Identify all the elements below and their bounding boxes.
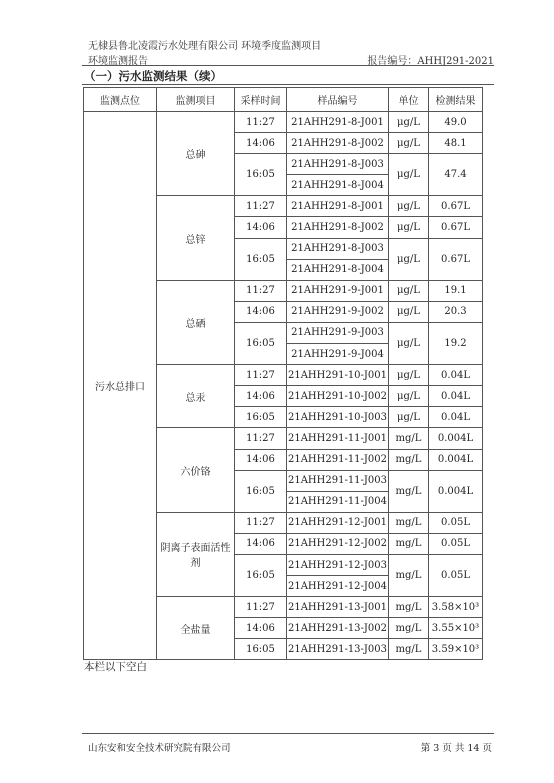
result-cell: 0.05L [429,554,483,596]
unit-cell: μg/L [389,322,429,364]
unit-cell: mg/L [389,639,429,660]
table-body [84,112,483,660]
blank-note: 本栏以下空白 [84,661,147,673]
sample-id-cell: 21AHH291-8-J001 [287,112,389,133]
site-cell: 污水总排口 [84,112,157,660]
time-cell: 14:06 [235,533,287,554]
sample-id-cell: 21AHH291-8-J001 [287,196,389,217]
time-cell: 16:05 [235,238,287,280]
unit-cell: μg/L [389,365,429,386]
unit-cell: mg/L [389,449,429,470]
time-cell: 14:06 [235,618,287,639]
sample-id-cell: 21AHH291-8-J004 [287,259,389,280]
time-cell: 16:05 [235,554,287,596]
item-cell: 总硒 [157,280,235,364]
column-header: 监测点位 [84,88,157,112]
sample-id-cell: 21AHH291-8-J004 [287,175,389,196]
sample-id-cell: 21AHH291-9-J002 [287,301,389,322]
section-rule [82,84,494,85]
time-cell: 16:05 [235,639,287,660]
unit-cell: μg/L [389,133,429,154]
unit-cell: mg/L [389,554,429,596]
unit-cell: μg/L [389,217,429,238]
sample-id-cell: 21AHH291-9-J001 [287,280,389,301]
result-cell: 0.05L [429,533,483,554]
time-cell: 16:05 [235,407,287,428]
sample-id-cell: 21AHH291-10-J003 [287,407,389,428]
sample-id-cell: 21AHH291-11-J001 [287,428,389,449]
unit-cell: μg/L [389,386,429,407]
result-cell: 19.2 [429,322,483,364]
item-cell: 总锌 [157,196,235,280]
column-header: 样品编号 [287,88,389,112]
time-cell: 16:05 [235,154,287,196]
result-cell: 0.04L [429,386,483,407]
result-cell: 47.4 [429,154,483,196]
sample-id-cell: 21AHH291-13-J002 [287,618,389,639]
item-cell: 全盐量 [157,597,235,660]
time-cell: 11:27 [235,512,287,533]
footer-page: 第 3 页 共 14 页 [420,743,492,754]
time-cell: 14:06 [235,386,287,407]
time-cell: 14:06 [235,133,287,154]
time-cell: 16:05 [235,470,287,512]
section-title: （一）污水监测结果（续） [84,69,222,83]
sample-id-cell: 21AHH291-12-J001 [287,512,389,533]
header-rule [82,65,494,66]
result-cell: 0.67L [429,238,483,280]
unit-cell: mg/L [389,428,429,449]
result-cell: 0.04L [429,365,483,386]
header-report-type: 环境监测报告 [88,56,148,67]
result-cell: 0.04L [429,407,483,428]
item-cell: 总汞 [157,365,235,428]
sample-id-cell: 21AHH291-9-J004 [287,344,389,365]
result-cell: 49.0 [429,112,483,133]
time-cell: 11:27 [235,112,287,133]
time-cell: 14:06 [235,449,287,470]
result-cell: 20.3 [429,301,483,322]
unit-cell: μg/L [389,112,429,133]
time-cell: 14:06 [235,301,287,322]
sample-id-cell: 21AHH291-10-J001 [287,365,389,386]
column-header: 检测结果 [429,88,483,112]
time-cell: 16:05 [235,322,287,364]
item-cell: 阴离子表面活性剂 [157,512,235,596]
time-cell: 11:27 [235,196,287,217]
sample-id-cell: 21AHH291-11-J004 [287,491,389,512]
sample-id-cell: 21AHH291-8-J002 [287,133,389,154]
sample-id-cell: 21AHH291-13-J001 [287,597,389,618]
item-cell: 总砷 [157,112,235,196]
result-cell: 19.1 [429,280,483,301]
result-cell: 0.004L [429,449,483,470]
monitoring-results-table [83,87,483,660]
sample-id-cell: 21AHH291-11-J003 [287,470,389,491]
header-project-line: 无棣县鲁北凌霞污水处理有限公司 环境季度监测项目 [88,41,322,52]
time-cell: 11:27 [235,365,287,386]
time-cell: 14:06 [235,217,287,238]
sample-id-cell: 21AHH291-12-J003 [287,554,389,575]
unit-cell: μg/L [389,301,429,322]
sample-id-cell: 21AHH291-8-J003 [287,154,389,175]
sample-id-cell: 21AHH291-11-J002 [287,449,389,470]
result-cell: 3.55×10³ [429,618,483,639]
header-report-number: 报告编号：AHHJ291-2021 [367,56,494,67]
unit-cell: μg/L [389,154,429,196]
sample-id-cell: 21AHH291-9-J003 [287,322,389,343]
unit-cell: μg/L [389,238,429,280]
unit-cell: mg/L [389,470,429,512]
result-cell: 0.004L [429,470,483,512]
sample-id-cell: 21AHH291-13-J003 [287,639,389,660]
item-cell: 六价铬 [157,428,235,512]
unit-cell: μg/L [389,407,429,428]
table-header-row [84,88,483,112]
column-header: 单位 [389,88,429,112]
unit-cell: mg/L [389,597,429,618]
column-header: 监测项目 [157,88,235,112]
unit-cell: μg/L [389,196,429,217]
result-cell: 0.004L [429,428,483,449]
result-cell: 3.58×10³ [429,597,483,618]
result-cell: 3.59×10³ [429,639,483,660]
unit-cell: mg/L [389,512,429,533]
sample-id-cell: 21AHH291-8-J002 [287,217,389,238]
unit-cell: μg/L [389,280,429,301]
sample-id-cell: 21AHH291-12-J002 [287,533,389,554]
unit-cell: mg/L [389,618,429,639]
time-cell: 11:27 [235,428,287,449]
result-cell: 0.67L [429,217,483,238]
result-cell: 48.1 [429,133,483,154]
sample-id-cell: 21AHH291-10-J002 [287,386,389,407]
table-row [84,112,483,133]
time-cell: 11:27 [235,597,287,618]
unit-cell: mg/L [389,533,429,554]
time-cell: 11:27 [235,280,287,301]
footer-org: 山东安和安全技术研究院有限公司 [88,743,231,754]
footer-rule [82,733,494,734]
result-cell: 0.05L [429,512,483,533]
sample-id-cell: 21AHH291-8-J003 [287,238,389,259]
sample-id-cell: 21AHH291-12-J004 [287,576,389,597]
column-header: 采样时间 [235,88,287,112]
result-cell: 0.67L [429,196,483,217]
